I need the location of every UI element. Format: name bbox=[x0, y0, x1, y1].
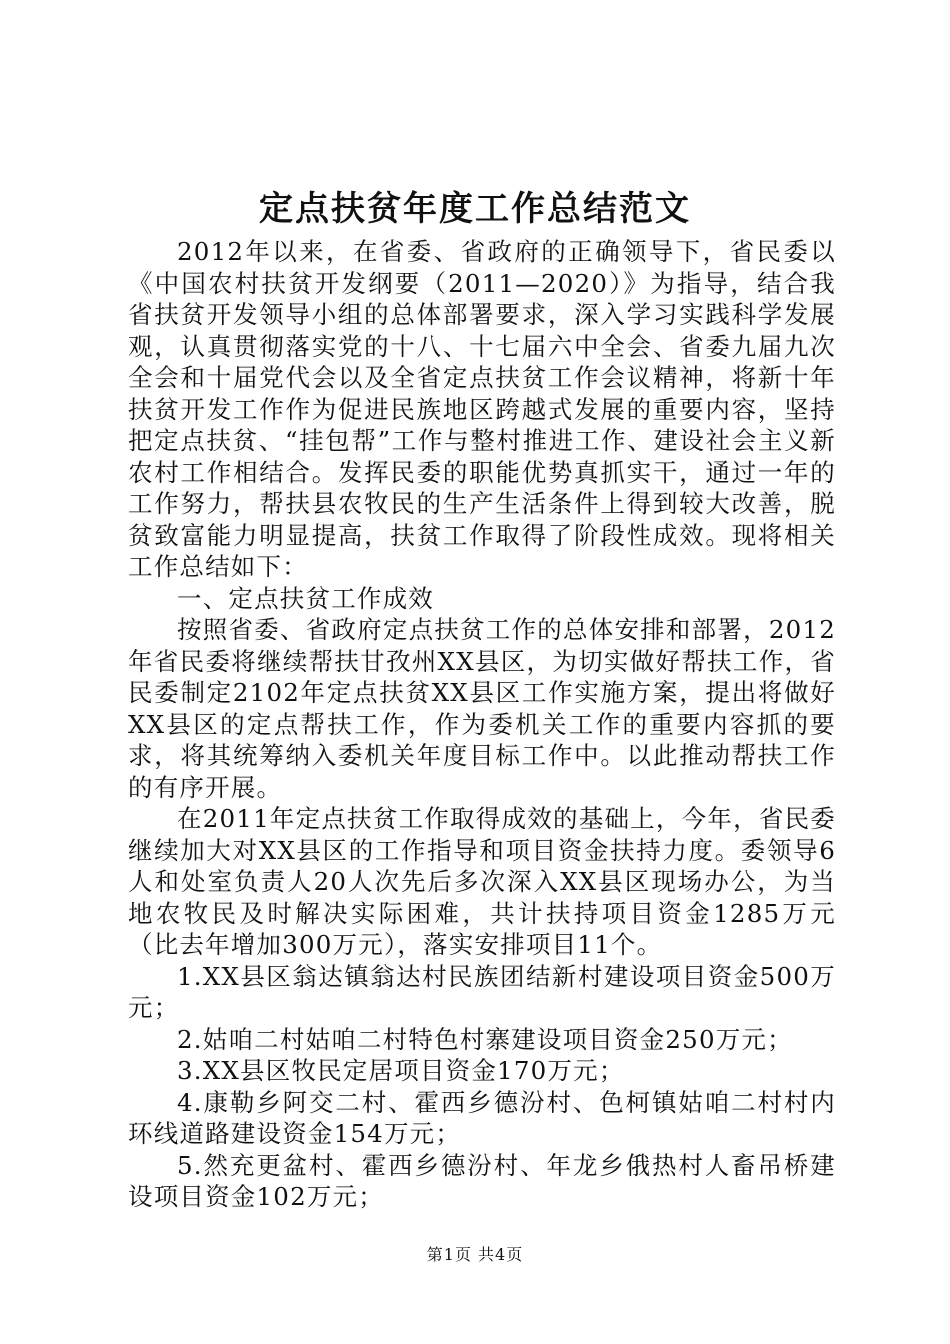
paragraph-intro: 2012年以来，在省委、省政府的正确领导下，省民委以《中国农村扶贫开发纲要（2011—2020）》为指导，结合我省扶贫开发领导小组的总体部署要求，深入学习实践科学发展观，认真贯彻落实党的十八、十七届六中全会、省委九届九次全会和十届党代会以及全省定点扶贫工作会议精神，将新十年扶贫开发工作作为促进民族地区跨越式发展的重要内容，坚持把定点扶贫、“挂包帮”工作与整村推进工作、建设社会主义新农村工作相结合。发挥民委的职能优势真抓实干，通过一年的工作努力，帮扶县农牧民的生产生活条件上得到较大改善，脱贫致富能力明显提高，扶贫工作取得了阶段性成效。现将相关工作总结如下： bbox=[128, 237, 836, 581]
list-item-2: 2.姑咱二村姑咱二村特色村寨建设项目资金250万元； bbox=[177, 1024, 793, 1054]
paragraph-arrangement: 按照省委、省政府定点扶贫工作的总体安排和部署，2012年省民委将继续帮扶甘孜州XX县区，为切实做好帮扶工作，省民委制定2102年定点扶贫XX县区工作实施方案，提出将做好XX县区的定点帮扶工作，作为委机关工作的重要内容抓的要求，将其统筹纳入委机关年度目标工作中。以此推动帮扶工作的有序开展。 bbox=[128, 615, 836, 802]
list-item-1: 1.XX县区翁达镇翁达村民族团结新村建设项目资金500万元； bbox=[128, 961, 836, 1022]
list-item-4: 4.康勒乡阿交二村、霍西乡德汾村、色柯镇姑咱二村村内环线道路建设资金154万元； bbox=[128, 1087, 836, 1148]
page-footer: 第1页 共4页 bbox=[426, 1245, 524, 1264]
list-item-3: 3.XX县区牧民定居项目资金170万元； bbox=[177, 1056, 625, 1085]
document-title: 定点扶贫年度工作总结范文 bbox=[259, 189, 691, 229]
section-heading: 一、定点扶贫工作成效 bbox=[177, 583, 434, 613]
paragraph-funding: 在2011年定点扶贫工作取得成效的基础上，今年，省民委继续加大对XX县区的工作指导和项目资金扶持力度。委领导6人和处室负责人20人次先后多次深入XX县区现场办公，为当地农牧民及时解决实际困难，共计扶持项目资金1285万元（比去年增加300万元），落实安排项目11个。 bbox=[128, 804, 836, 959]
document-body bbox=[128, 236, 836, 1213]
list-item-5: 5.然充更盆村、霍西乡德汾村、年龙乡俄热村人畜吊桥建设项目资金102万元； bbox=[128, 1150, 836, 1211]
